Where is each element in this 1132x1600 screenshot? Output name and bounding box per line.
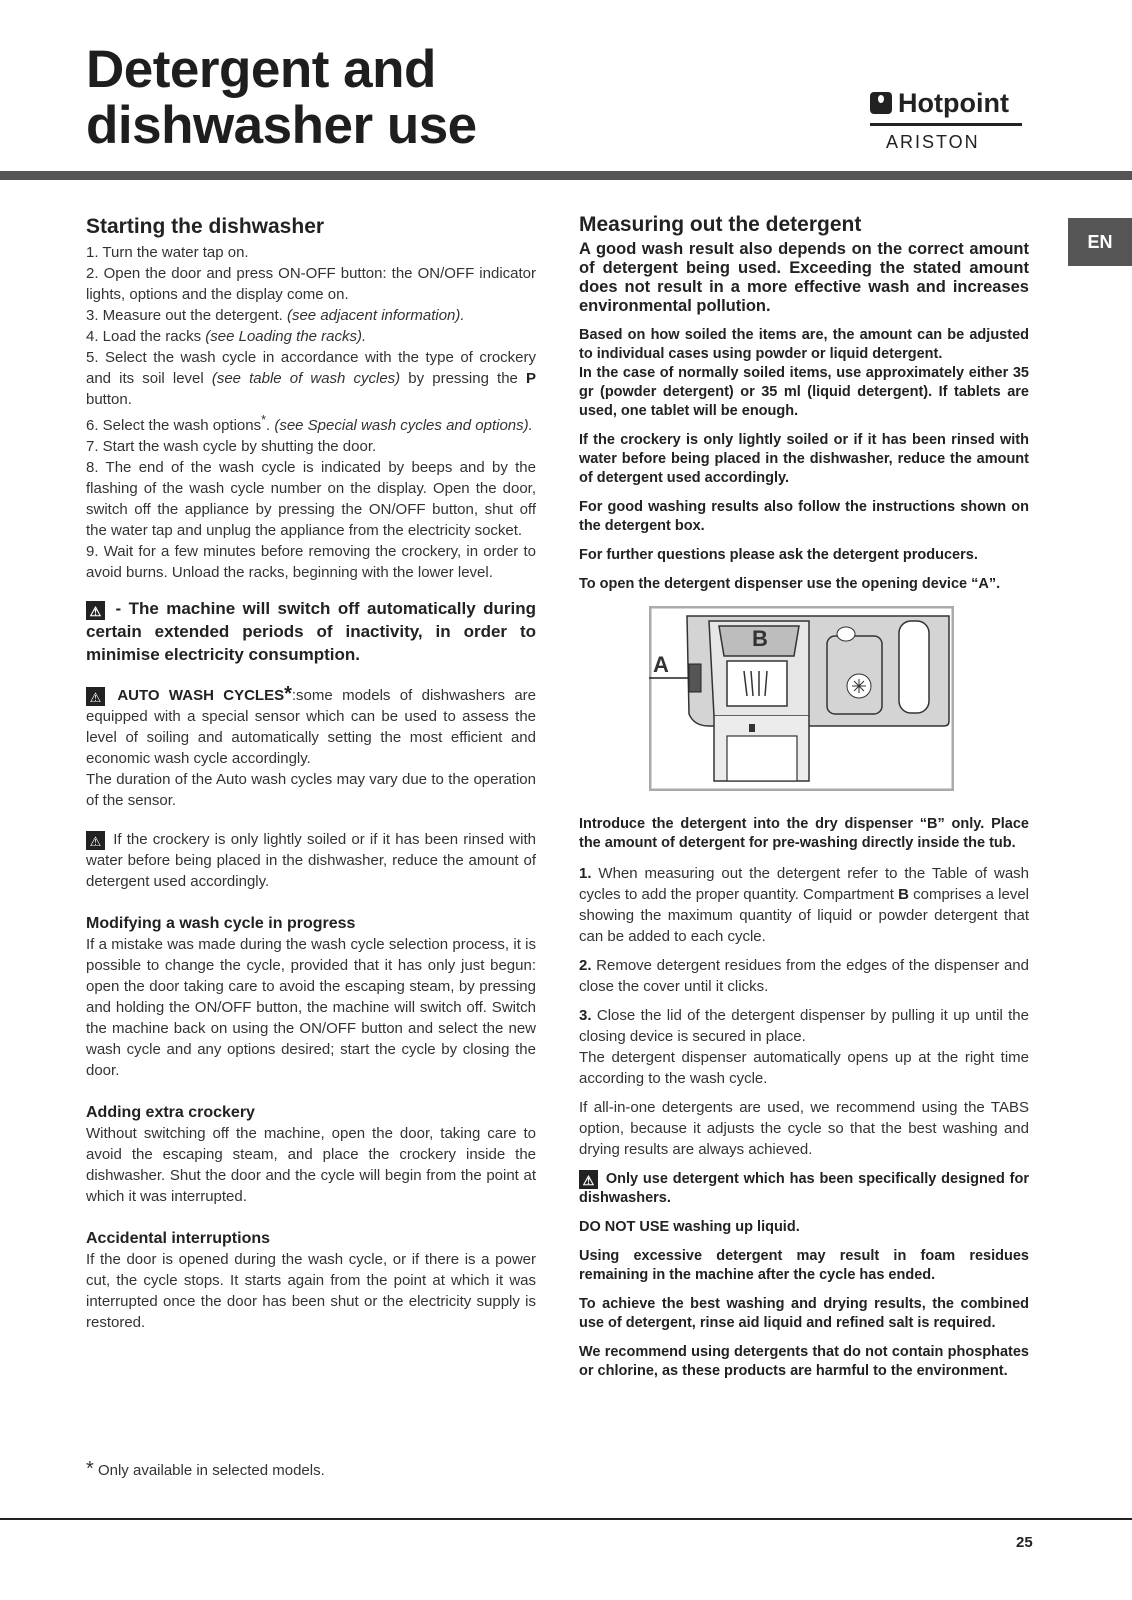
excess-warning: Using excessive detergent may result in foam residues remaining in the machine after the cycle has ended. xyxy=(579,1248,1029,1283)
label-b: B xyxy=(752,626,768,651)
right-column xyxy=(579,212,1029,1381)
step-8: 8. The end of the wash cycle is indicated by beeps and by the flashing of the wash cycle number on the display. Open the door, switch off the appliance by pressing the ON/OFF button, shut off the water tap and unplug the appliance from the electricity socket. xyxy=(86,459,536,539)
heading-extra: Adding extra crockery xyxy=(86,1104,255,1121)
specific-detergent-warning: ⚠ Only use detergent which has been specifically designed for dishwashers. xyxy=(579,1171,1029,1206)
auto-wash-duration: The duration of the Auto wash cycles may vary due to the operation of the sensor. xyxy=(86,771,536,809)
step-7: 7. Start the wash cycle by shutting the door. xyxy=(86,438,377,455)
heading-measure: Measuring out the detergent xyxy=(579,213,862,236)
recommend-phosphate-free: We recommend using detergents that do not contain phosphates or chlorine, as these products are harmful to the environment. xyxy=(579,1344,1029,1379)
note-2: 2. Remove detergent residues from the edges of the dispenser and close the cover until it clicks. xyxy=(579,957,1029,995)
heading-accident: Accidental interruptions xyxy=(86,1230,271,1247)
auto-off-warning: ⚠ - The machine will switch off automatically during certain extended periods of inactivity, in order to minimise electricity consumption. xyxy=(86,599,536,664)
brand-logo xyxy=(870,88,1030,153)
note-3-auto: The detergent dispenser automatically opens up at the right time according to the wash cycle. xyxy=(579,1049,1029,1087)
warning-icon: ⚠ xyxy=(86,687,105,706)
warning-icon: ⚠ xyxy=(86,831,105,850)
page-title-line2: dishwasher use xyxy=(86,96,477,155)
left-column xyxy=(86,214,536,1333)
note-3: 3. Close the lid of the detergent dispenser by pulling it up until the closing device is secured in place. xyxy=(579,1007,1029,1045)
warning-icon: ⚠ xyxy=(579,1170,598,1189)
heading-modify: Modifying a wash cycle in progress xyxy=(86,915,356,932)
language-tab: EN xyxy=(1068,218,1132,266)
label-a: A xyxy=(653,652,669,677)
page-title-line1: Detergent and xyxy=(86,40,436,99)
auto-wash-note: ⚠ AUTO WASH CYCLES*:some models of dishwashers are equipped with a special sensor which can be used to assess the level of soiling and automatically setting the most efficient and economic wash cycle accordingly. xyxy=(86,683,537,767)
extra-text: Without switching off the machine, open the door, taking care to avoid the escaping steam, and place the crockery inside the dishwasher. Shut the door and the cycle will begin from the point at which it was interrupted. xyxy=(86,1125,536,1205)
best-results: To achieve the best washing and drying results, the combined use of detergent, rinse aid liquid and refined salt is required. xyxy=(579,1296,1029,1331)
header-rule xyxy=(0,171,1132,180)
lightly-soiled-note: ⚠ If the crockery is only lightly soiled or if it has been rinsed with water before being placed in the dishwasher, reduce the amount of detergent used accordingly. xyxy=(86,831,536,890)
step-4: 4. Load the racks (see Loading the racks). xyxy=(86,328,367,345)
page-number: 25 xyxy=(1016,1534,1033,1551)
step-3: 3. Measure out the detergent. (see adjacent information). xyxy=(86,307,465,324)
modify-text: If a mistake was made during the wash cycle selection process, it is possible to change the cycle, provided that it has only just begun: open the door taking care to avoid the escaping steam, by pressing and holding the ON/OFF button, the machine will switch off. Switch the machine back on using the ON/OFF button and select the new wash cycle and any options desired; start the cycle by closing the door. xyxy=(86,936,536,1079)
para-producers: For further questions please ask the detergent producers. xyxy=(579,547,978,563)
logo-brand: Hotpoint xyxy=(898,88,1009,118)
dispenser-diagram xyxy=(649,606,954,791)
accident-text: If the door is opened during the wash cycle, or if there is a power cut, the cycle stops. It starts again from the point at which it was interrupted once the door has been shut or the electricity supply is restored. xyxy=(86,1251,536,1331)
footnote: * Only available in selected models. xyxy=(86,1458,325,1480)
heading-starting: Starting the dishwasher xyxy=(86,215,325,238)
step-2: 2. Open the door and press ON-OFF button: the ON/OFF indicator lights, options and the display come on. xyxy=(86,265,536,303)
para-adjust: Based on how soiled the items are, the amount can be adjusted to individual cases using powder or liquid detergent. xyxy=(579,327,1029,362)
do-not-use: DO NOT USE washing up liquid. xyxy=(579,1219,800,1235)
para-lightly: If the crockery is only lightly soiled or if it has been rinsed with water before being placed in the dishwasher, reduce the amount of detergent used accordingly. xyxy=(579,432,1029,486)
hotpoint-logo-icon xyxy=(870,92,892,114)
para-box: For good washing results also follow the instructions shown on the detergent box. xyxy=(579,499,1029,534)
note-1: 1. When measuring out the detergent refer to the Table of wash cycles to add the proper quantity. Compartment B comprises a level showing the maximum quantity of liquid or powder detergent that can be added to each cycle. xyxy=(579,865,1029,945)
step-5: 5. Select the wash cycle in accordance with the type of crockery and its soil level (see table of wash cycles) by pressing the P button. xyxy=(86,349,537,408)
para-introduce: Introduce the detergent into the dry dispenser “B” only. Place the amount of detergent for pre-washing directly inside the tub. xyxy=(579,816,1029,851)
logo-sub: ARISTON xyxy=(886,132,980,152)
para-open: To open the detergent dispenser use the opening device “A”. xyxy=(579,576,1001,592)
lead-text: A good wash result also depends on the correct amount of detergent being used. Exceeding the stated amount does not result in a more effective wash and increases environmental pollution. xyxy=(579,240,1029,315)
tabs-note: If all-in-one detergents are used, we recommend using the TABS option, because it adjusts the cycle so that the best washing and drying results are always achieved. xyxy=(579,1099,1029,1158)
logo-divider xyxy=(870,123,1022,126)
para-normal: In the case of normally soiled items, use approximately either 35 gr (powder detergent) or 35 ml (liquid detergent). If tablets are used, one tablet will be enough. xyxy=(579,365,1029,419)
page-title xyxy=(86,42,477,154)
warning-icon: ⚠ xyxy=(86,601,105,620)
footer-rule xyxy=(0,1518,1132,1520)
step-6: 6. Select the wash options*. (see Special wash cycles and options). xyxy=(86,413,533,434)
step-9: 9. Wait for a few minutes before removing the crockery, in order to avoid burns. Unload the racks, beginning with the lower level. xyxy=(86,543,536,581)
step-1: 1. Turn the water tap on. xyxy=(86,244,249,261)
